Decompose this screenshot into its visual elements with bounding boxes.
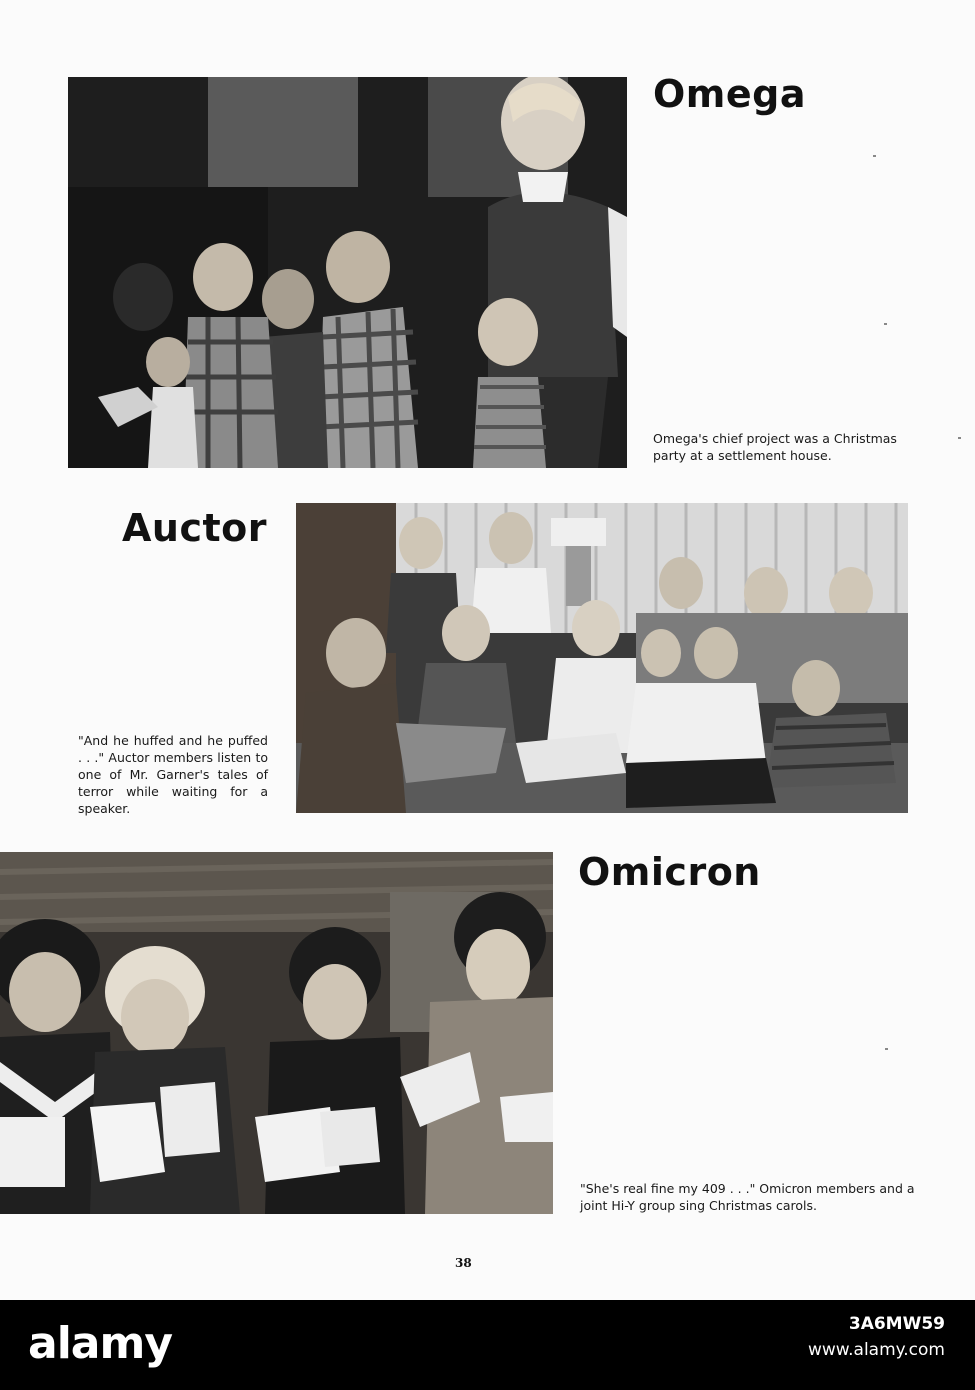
auctor-caption: "And he huffed and he puffed . . ." Auctor members listen to one of Mr. Garner's tales of terror while waiting for a speaker. xyxy=(78,733,268,816)
image-id: 3A6MW59 xyxy=(848,1314,945,1334)
watermark-site: www.alamy.com xyxy=(807,1340,945,1360)
omicron-photo-art xyxy=(0,852,553,1214)
omega-caption: Omega's chief project was a Christmas party at a settlement house. xyxy=(653,431,897,463)
omicron-caption: "She's real fine my 409 . . ." Omicron members and a joint Hi-Y group sing Christmas carols. xyxy=(580,1181,915,1213)
page-number: 38 xyxy=(455,1256,472,1270)
dust-speck xyxy=(873,155,876,157)
watermark-id-block xyxy=(808,1314,945,1360)
watermark-footer xyxy=(0,1300,975,1390)
dust-speck xyxy=(885,1048,888,1050)
watermark-logo: alamy xyxy=(28,1318,172,1369)
omega-photo-art xyxy=(68,77,627,468)
omicron-heading: Omicron xyxy=(578,850,761,894)
auctor-photo xyxy=(296,503,908,813)
omicron-photo xyxy=(0,852,553,1214)
dust-speck xyxy=(884,323,887,325)
auctor-heading: Auctor xyxy=(122,506,267,550)
omega-heading: Omega xyxy=(653,72,807,116)
auctor-photo-art xyxy=(296,503,908,813)
omega-photo xyxy=(68,77,627,468)
dust-speck xyxy=(958,437,961,439)
